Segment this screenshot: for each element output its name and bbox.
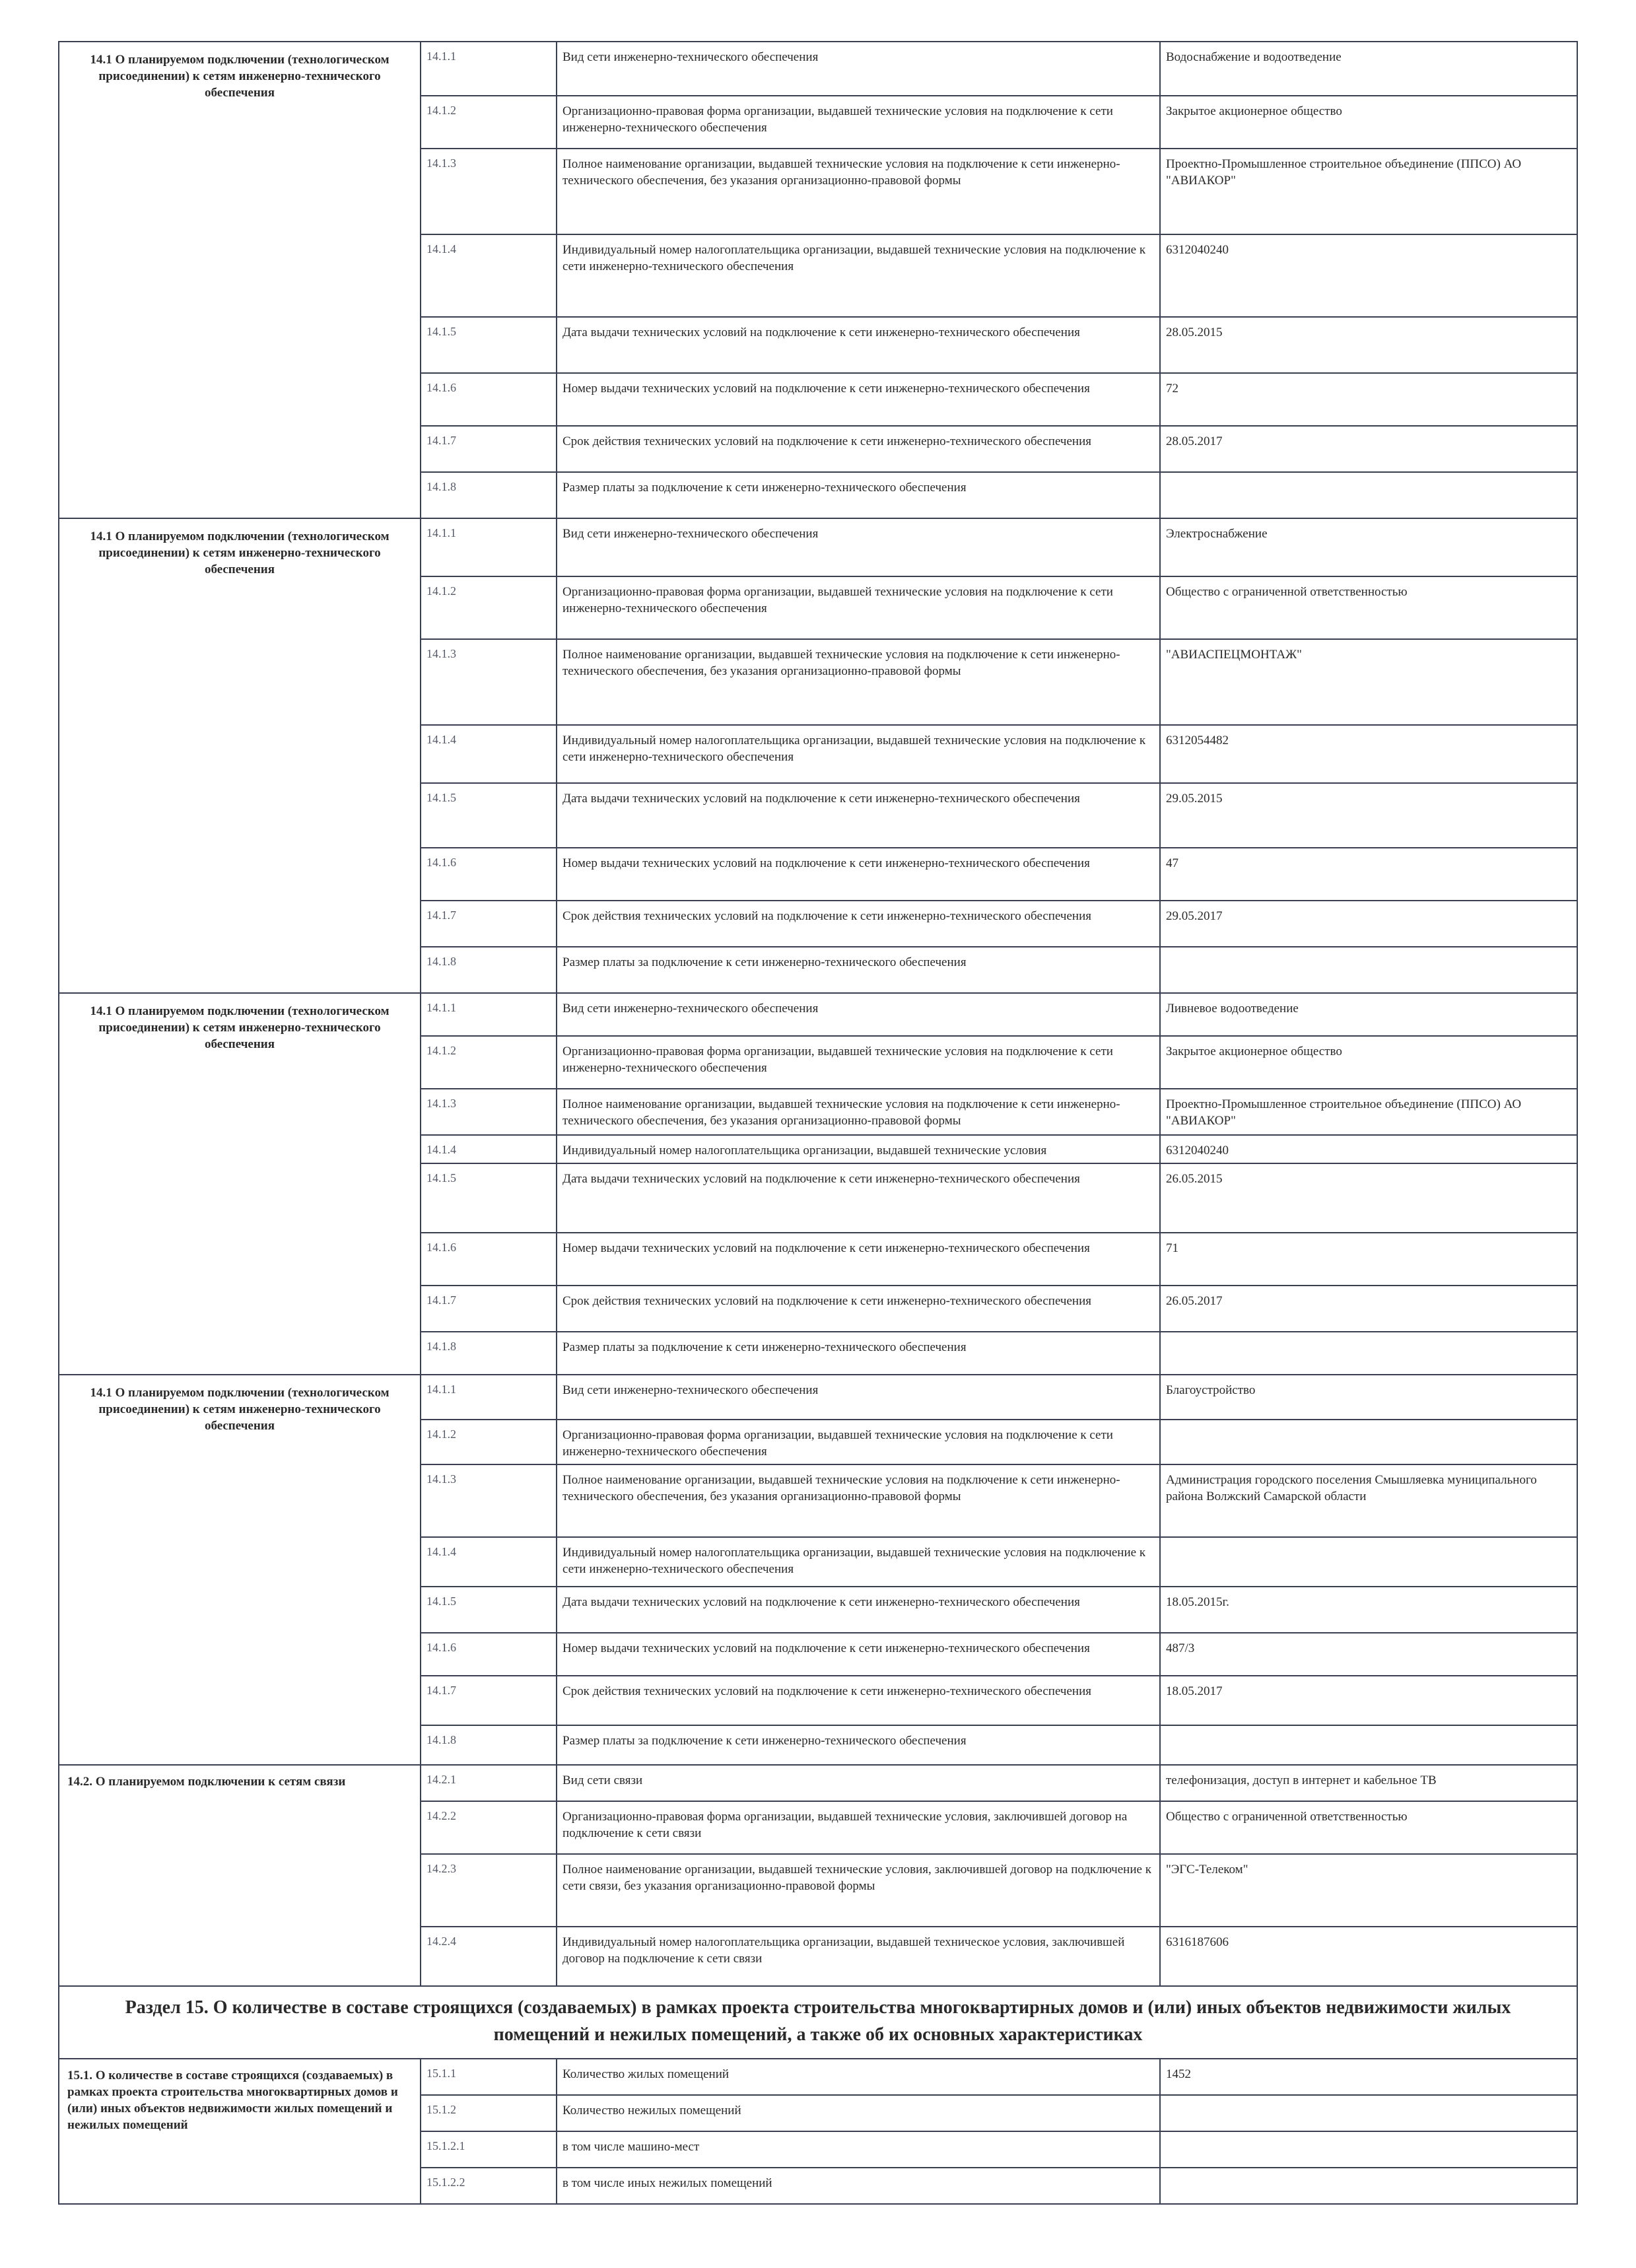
row-code: 14.1.2 (421, 576, 557, 639)
row-label: Дата выдачи технических условий на подключение к сети инженерно-технического обеспечения (557, 1587, 1160, 1633)
row-code: 15.1.1 (421, 2059, 557, 2095)
row-label: Полное наименование организации, выдавшей технические условия на подключение к сети инженерно-технического обеспечения, без указания организационно-правовой формы (557, 149, 1160, 234)
row-value (1160, 2095, 1577, 2131)
row-code: 14.2.4 (421, 1927, 557, 1986)
row-code: 14.1.2 (421, 1420, 557, 1464)
row-code: 14.1.5 (421, 1163, 557, 1233)
row-code: 14.1.1 (421, 1375, 557, 1420)
row-label: Полное наименование организации, выдавшей технические условия, заключившей договор на подключение к сети связи, без указания организационно-правовой формы (557, 1854, 1160, 1927)
row-value: Проектно-Промышленное строительное объединение (ППСО) АО "АВИАКОР" (1160, 149, 1577, 234)
row-label: Дата выдачи технических условий на подключение к сети инженерно-технического обеспечения (557, 1163, 1160, 1233)
row-value: 71 (1160, 1233, 1577, 1286)
row-label: Полное наименование организации, выдавшей технические условия на подключение к сети инженерно-технического обеспечения, без указания организационно-правовой формы (557, 639, 1160, 725)
row-code: 14.1.7 (421, 901, 557, 947)
row-label: Вид сети инженерно-технического обеспечения (557, 1375, 1160, 1420)
row-label: Вид сети инженерно-технического обеспечения (557, 993, 1160, 1036)
row-value (1160, 472, 1577, 518)
section-group-title: 14.1 О планируемом подключении (технологическом присоединении) к сетям инженерно-технического обеспечения (59, 42, 421, 518)
row-code: 14.1.1 (421, 42, 557, 96)
row-code: 14.1.5 (421, 317, 557, 373)
row-code: 14.1.4 (421, 234, 557, 317)
section-15-heading-row (59, 1986, 1577, 2059)
row-value: Электроснабжение (1160, 518, 1577, 576)
row-label: Индивидуальный номер налогоплательщика организации, выдавшей технические условия (557, 1135, 1160, 1163)
row-label: Организационно-правовая форма организации, выдавшей технические условия на подключение к сети инженерно-технического обеспечения (557, 576, 1160, 639)
row-label: Количество нежилых помещений (557, 2095, 1160, 2131)
row-code: 14.2.2 (421, 1801, 557, 1854)
row-code: 14.1.5 (421, 1587, 557, 1633)
row-value: 26.05.2017 (1160, 1286, 1577, 1332)
row-label: Размер платы за подключение к сети инженерно-технического обеспечения (557, 472, 1160, 518)
row-label: Количество жилых помещений (557, 2059, 1160, 2095)
row-code: 14.1.3 (421, 149, 557, 234)
row-value (1160, 1420, 1577, 1464)
row-label: в том числе иных нежилых помещений (557, 2168, 1160, 2204)
row-value: телефонизация, доступ в интернет и кабельное ТВ (1160, 1765, 1577, 1801)
row-label: Вид сети связи (557, 1765, 1160, 1801)
row-value: 29.05.2015 (1160, 783, 1577, 848)
row-label: Индивидуальный номер налогоплательщика организации, выдавшей технические условия на подключение к сети инженерно-технического обеспечения (557, 725, 1160, 783)
row-label: Организационно-правовая форма организации, выдавшей технические условия, заключившей договор на подключение к сети связи (557, 1801, 1160, 1854)
row-code: 14.1.3 (421, 1089, 557, 1135)
row-label: Срок действия технических условий на подключение к сети инженерно-технического обеспечения (557, 1676, 1160, 1725)
row-label: Номер выдачи технических условий на подключение к сети инженерно-технического обеспечения (557, 1233, 1160, 1286)
row-label: Срок действия технических условий на подключение к сети инженерно-технического обеспечения (557, 901, 1160, 947)
section-15-group-title: 15.1. О количестве в составе строящихся (создаваемых) в рамках проекта строительства многоквартирных домов и (или) иных объектов недвижимости жилых помещений и нежилых помещений (59, 2059, 421, 2204)
row-label: Вид сети инженерно-технического обеспечения (557, 518, 1160, 576)
row-code: 14.1.7 (421, 1676, 557, 1725)
row-code: 14.1.2 (421, 1036, 557, 1089)
table-row (59, 1375, 1577, 1420)
section-15-title: Раздел 15. О количестве в составе строящихся (создаваемых) в рамках проекта строительства многоквартирных домов и (или) иных объектов недвижимости жилых помещений и нежилых помещений, а также об их основных характеристиках (59, 1986, 1577, 2059)
row-code: 14.1.5 (421, 783, 557, 848)
row-code: 15.1.2.2 (421, 2168, 557, 2204)
table-row (59, 2059, 1577, 2095)
row-label: Организационно-правовая форма организации, выдавшей технические условия на подключение к сети инженерно-технического обеспечения (557, 1036, 1160, 1089)
row-value: Общество с ограниченной ответственностью (1160, 1801, 1577, 1854)
row-label: Полное наименование организации, выдавшей технические условия на подключение к сети инженерно-технического обеспечения, без указания организационно-правовой формы (557, 1464, 1160, 1537)
row-code: 14.1.4 (421, 725, 557, 783)
table-row (59, 1765, 1577, 1801)
row-label: Индивидуальный номер налогоплательщика организации, выдавшей технические условия на подключение к сети инженерно-технического обеспечения (557, 1537, 1160, 1587)
row-value: "АВИАСПЕЦМОНТАЖ" (1160, 639, 1577, 725)
row-value: Закрытое акционерное общество (1160, 1036, 1577, 1089)
row-code: 14.1.8 (421, 472, 557, 518)
row-value: 18.05.2017 (1160, 1676, 1577, 1725)
row-label: Размер платы за подключение к сети инженерно-технического обеспечения (557, 1332, 1160, 1375)
row-code: 14.1.1 (421, 993, 557, 1036)
row-label: Срок действия технических условий на подключение к сети инженерно-технического обеспечения (557, 1286, 1160, 1332)
row-code: 14.1.2 (421, 96, 557, 149)
row-value: 6312040240 (1160, 234, 1577, 317)
section-group-title: 14.1 О планируемом подключении (технологическом присоединении) к сетям инженерно-технического обеспечения (59, 993, 421, 1375)
row-code: 14.1.4 (421, 1537, 557, 1587)
row-value: 18.05.2015г. (1160, 1587, 1577, 1633)
row-label: Срок действия технических условий на подключение к сети инженерно-технического обеспечения (557, 426, 1160, 472)
row-label: Размер платы за подключение к сети инженерно-технического обеспечения (557, 947, 1160, 993)
row-code: 14.1.6 (421, 1633, 557, 1676)
row-label: Организационно-правовая форма организации, выдавшей технические условия на подключение к сети инженерно-технического обеспечения (557, 1420, 1160, 1464)
row-label: Номер выдачи технических условий на подключение к сети инженерно-технического обеспечения (557, 1633, 1160, 1676)
row-label: Размер платы за подключение к сети инженерно-технического обеспечения (557, 1725, 1160, 1765)
row-code: 14.2.1 (421, 1765, 557, 1801)
row-value: 1452 (1160, 2059, 1577, 2095)
row-code: 14.1.6 (421, 1233, 557, 1286)
row-label: Дата выдачи технических условий на подключение к сети инженерно-технического обеспечения (557, 317, 1160, 373)
row-value: 6316187606 (1160, 1927, 1577, 1986)
table-row (59, 518, 1577, 576)
row-code: 14.1.3 (421, 639, 557, 725)
row-value: 6312040240 (1160, 1135, 1577, 1163)
row-code: 14.1.6 (421, 373, 557, 426)
row-code: 14.1.4 (421, 1135, 557, 1163)
row-code: 14.1.8 (421, 947, 557, 993)
row-value (1160, 947, 1577, 993)
row-value: 26.05.2015 (1160, 1163, 1577, 1233)
row-code: 14.1.3 (421, 1464, 557, 1537)
row-value: 72 (1160, 373, 1577, 426)
row-value: 28.05.2017 (1160, 426, 1577, 472)
row-value (1160, 2131, 1577, 2168)
row-value: "ЭГС-Телеком" (1160, 1854, 1577, 1927)
row-value: Проектно-Промышленное строительное объединение (ППСО) АО "АВИАКОР" (1160, 1089, 1577, 1135)
row-label: Дата выдачи технических условий на подключение к сети инженерно-технического обеспечения (557, 783, 1160, 848)
row-value: Общество с ограниченной ответственностью (1160, 576, 1577, 639)
section-group-title: 14.1 О планируемом подключении (технологическом присоединении) к сетям инженерно-технического обеспечения (59, 1375, 421, 1765)
row-label: Индивидуальный номер налогоплательщика организации, выдавшей технические условия на подключение к сети инженерно-технического обеспечения (557, 234, 1160, 317)
row-value (1160, 1537, 1577, 1587)
row-value: 29.05.2017 (1160, 901, 1577, 947)
row-label: в том числе машино-мест (557, 2131, 1160, 2168)
row-value: 28.05.2015 (1160, 317, 1577, 373)
row-code: 14.1.6 (421, 848, 557, 901)
row-value: Ливневое водоотведение (1160, 993, 1577, 1036)
row-value: Закрытое акционерное общество (1160, 96, 1577, 149)
row-label: Вид сети инженерно-технического обеспечения (557, 42, 1160, 96)
row-label: Организационно-правовая форма организации, выдавшей технические условия на подключение к сети инженерно-технического обеспечения (557, 96, 1160, 149)
table-row (59, 993, 1577, 1036)
row-code: 14.2.3 (421, 1854, 557, 1927)
row-value: Благоустройство (1160, 1375, 1577, 1420)
row-code: 14.1.8 (421, 1725, 557, 1765)
row-label: Номер выдачи технических условий на подключение к сети инженерно-технического обеспечения (557, 848, 1160, 901)
table-row (59, 42, 1577, 96)
row-label: Индивидуальный номер налогоплательщика организации, выдавшей техническое условия, заключившей договор на подключение к сети связи (557, 1927, 1160, 1986)
row-value: 6312054482 (1160, 725, 1577, 783)
row-value: 47 (1160, 848, 1577, 901)
row-code: 14.1.7 (421, 1286, 557, 1332)
row-code: 15.1.2.1 (421, 2131, 557, 2168)
section-group-title: 14.1 О планируемом подключении (технологическом присоединении) к сетям инженерно-технического обеспечения (59, 518, 421, 993)
row-value (1160, 1332, 1577, 1375)
row-value: 487/3 (1160, 1633, 1577, 1676)
row-value (1160, 2168, 1577, 2204)
row-label: Номер выдачи технических условий на подключение к сети инженерно-технического обеспечения (557, 373, 1160, 426)
row-code: 14.1.1 (421, 518, 557, 576)
row-value: Администрация городского поселения Смышляевка муниципального района Волжский Самарской области (1160, 1464, 1577, 1537)
section-group-title: 14.2. О планируемом подключении к сетям связи (59, 1765, 421, 1986)
row-value (1160, 1725, 1577, 1765)
disclosure-table (58, 41, 1578, 2205)
row-label: Полное наименование организации, выдавшей технические условия на подключение к сети инженерно-технического обеспечения, без указания организационно-правовой формы (557, 1089, 1160, 1135)
row-code: 15.1.2 (421, 2095, 557, 2131)
row-code: 14.1.8 (421, 1332, 557, 1375)
row-code: 14.1.7 (421, 426, 557, 472)
row-value: Водоснабжение и водоотведение (1160, 42, 1577, 96)
